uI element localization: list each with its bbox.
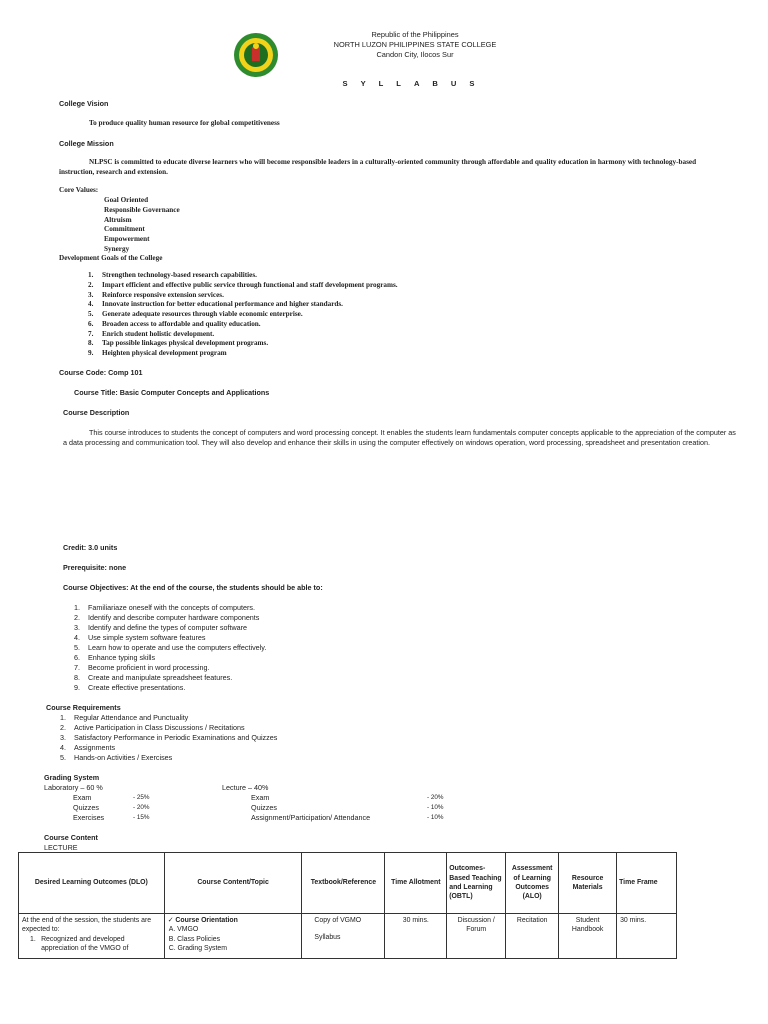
description-text: This course introduces to students the concept of computers and word processing concept. It enables the students learn fundamentals computer concepts applicable to the appreciation of the computer as a data processing and communication tool. They will also develop and enhance their skills in using the computer effectively on windows operation, word processing, spreadsheet and presentation creation. xyxy=(63,428,736,447)
goals-list xyxy=(88,271,398,359)
vision-text: To produce quality human resource for global competitiveness xyxy=(89,119,280,127)
course-title: Course Title: Basic Computer Concepts and Applications xyxy=(74,388,270,397)
topic-subitem: C. Grading System xyxy=(168,944,227,952)
header-republic: Republic of the Philippines xyxy=(371,30,459,39)
course-content-table xyxy=(18,852,677,959)
cell-time-frame: 30 mins. xyxy=(617,914,677,959)
table-header-row xyxy=(19,853,677,914)
reference-1: Copy of VGMO xyxy=(314,917,362,924)
grading-lec-quiz-label: Quizzes xyxy=(251,803,277,812)
col-header-topic: Course Content/Topic xyxy=(164,853,302,914)
core-value-item: Synergy xyxy=(104,244,130,253)
vision-heading: College Vision xyxy=(59,99,109,108)
grading-lec-quiz-value: - 10% xyxy=(427,804,444,811)
core-value-item: Commitment xyxy=(104,225,145,234)
grading-lab-quiz-value: - 20% xyxy=(133,804,150,811)
reference-2: Syllabus xyxy=(314,934,341,942)
col-header-alo: Assessment of Learning Outcomes (ALO) xyxy=(506,853,559,914)
cell-reference xyxy=(302,914,385,959)
document-title: SYLLABUS xyxy=(342,79,488,88)
core-values-list xyxy=(104,196,180,255)
core-value-item: Altruism xyxy=(104,215,132,224)
col-header-time-allotment: Time Allotment xyxy=(385,853,447,914)
document-header xyxy=(300,30,530,59)
check-icon: ✓ xyxy=(167,917,174,924)
requirements-heading: Course Requirements xyxy=(46,703,121,712)
goal-item: 4. Innovate instruction for better educational performance and higher standards. xyxy=(88,300,343,309)
grading-lecture-heading: Lecture – 40% xyxy=(222,783,269,792)
objective-item: 5. Learn how to operate and use the computers effectively. xyxy=(74,642,267,652)
topic-subitem: B. Class Policies xyxy=(168,935,221,943)
goal-item: 1. Strengthen technology-based research capabilities. xyxy=(88,271,257,279)
table-row xyxy=(19,914,677,959)
cell-time-allotment: 30 mins. xyxy=(385,914,447,959)
mission-heading: College Mission xyxy=(59,139,114,148)
grading-lab-quiz-label: Quizzes xyxy=(73,803,99,812)
content-heading: Course Content xyxy=(44,833,98,842)
goal-item: 2. Impart efficient and effective public service through functional and staff development programs. xyxy=(88,280,398,289)
core-value-item: Empowerment xyxy=(104,235,150,244)
description-heading: Course Description xyxy=(63,408,130,417)
requirement-item: 1. Regular Attendance and Punctuality xyxy=(60,713,189,722)
course-code: Course Code: Comp 101 xyxy=(59,368,143,377)
objective-item: 7. Become proficient in word processing. xyxy=(74,662,210,672)
objective-item: 6. Enhance typing skills xyxy=(74,652,156,662)
cell-resources: Student Handbook xyxy=(559,914,617,959)
mission-text: NLPSC is committed to educate diverse learners who will become responsible leaders in a culturally-oriented community through affordable and quality education in harmony with technology-based instruction, research and extension. xyxy=(59,158,697,177)
requirement-item: 4. Assignments xyxy=(60,742,116,752)
goal-item: 5. Generate adequate resources through viable economic enterprise. xyxy=(88,310,303,319)
col-header-time-frame: Time Frame xyxy=(617,853,677,914)
grading-lec-assign-label: Assignment/Participation/ Attendance xyxy=(251,813,371,822)
goal-item: 6. Broaden access to affordable and quality education. xyxy=(88,319,261,328)
requirement-item: 2. Active Participation in Class Discussions / Recitations xyxy=(60,722,245,732)
goal-item: 8. Tap possible linkages physical development programs. xyxy=(88,339,269,348)
grading-lec-exam-value: - 20% xyxy=(427,794,444,801)
topic-title: Course Orientation xyxy=(175,917,238,924)
goal-item: 3. Reinforce responsive extension services. xyxy=(88,290,224,299)
requirements-list xyxy=(60,713,277,763)
col-header-obtl: Outcomes-Based Teaching and Learning (OBTL) xyxy=(447,853,506,914)
grading-lec-assign-value: - 10% xyxy=(427,814,444,821)
goal-item: 7. Enrich student holistic development. xyxy=(88,329,215,338)
objective-item: 9. Create effective presentations. xyxy=(74,682,186,692)
objective-item: 3. Identify and define the types of computer software xyxy=(74,622,248,632)
goal-item: 9. Heighten physical development program xyxy=(88,349,227,358)
grading-lab-exercise-value: - 15% xyxy=(133,814,150,821)
dlo-item: 1. Recognized and developed appreciation of the VMGO of xyxy=(30,935,129,952)
objectives-list xyxy=(74,603,266,692)
core-values-heading: Core Values: xyxy=(59,186,99,194)
topic-subitem: A. VMGO xyxy=(168,926,199,934)
col-header-resources: Resource Materials xyxy=(559,853,617,914)
objective-item: 1. Familiariaze oneself with the concepts of computers. xyxy=(74,603,255,612)
credit: Credit: 3.0 units xyxy=(63,543,118,552)
college-seal-logo xyxy=(233,32,279,78)
grading-lec-exam-label: Exam xyxy=(251,793,270,802)
objective-item: 8. Create and manipulate spreadsheet features. xyxy=(74,672,233,682)
grading-lab-exercise-label: Exercises xyxy=(73,813,105,822)
cell-topic xyxy=(164,914,302,959)
header-address: Candon City, Ilocos Sur xyxy=(376,49,454,59)
topic-title-row xyxy=(168,916,299,925)
grading-lab-exam-label: Exam xyxy=(73,793,92,802)
requirement-item: 5. Hands-on Activities / Exercises xyxy=(60,752,173,762)
col-header-dlo: Desired Learning Outcomes (DLO) xyxy=(19,853,165,914)
col-header-reference: Textbook/Reference xyxy=(302,853,385,914)
requirement-item: 3. Satisfactory Performance in Periodic Examinations and Quizzes xyxy=(60,732,278,742)
cell-alo: Recitation xyxy=(506,914,559,959)
grading-lab-exam-value: - 25% xyxy=(133,794,150,801)
objectives-heading: Course Objectives: At the end of the course, the students should be able to: xyxy=(63,583,323,592)
core-value-item: Responsible Governance xyxy=(104,205,180,214)
cell-obtl: Discussion / Forum xyxy=(447,914,506,959)
topic-subitems xyxy=(168,925,299,953)
goals-heading: Development Goals of the College xyxy=(59,254,163,262)
dlo-intro: At the end of the session, the students are expected to: xyxy=(22,917,152,934)
grading-heading: Grading System xyxy=(44,773,100,782)
header-college-name: NORTH LUZON PHILIPPINES STATE COLLEGE xyxy=(333,39,497,49)
objective-item: 4. Use simple system software features xyxy=(74,632,206,642)
cell-dlo xyxy=(19,914,165,959)
core-value-item: Goal Oriented xyxy=(104,196,149,204)
prerequisite: Prerequisite: none xyxy=(63,563,127,572)
content-subheading: LECTURE xyxy=(44,843,78,852)
grading-lab-heading: Laboratory – 60 % xyxy=(44,783,103,792)
objective-item: 2. Identify and describe computer hardware components xyxy=(74,612,260,622)
